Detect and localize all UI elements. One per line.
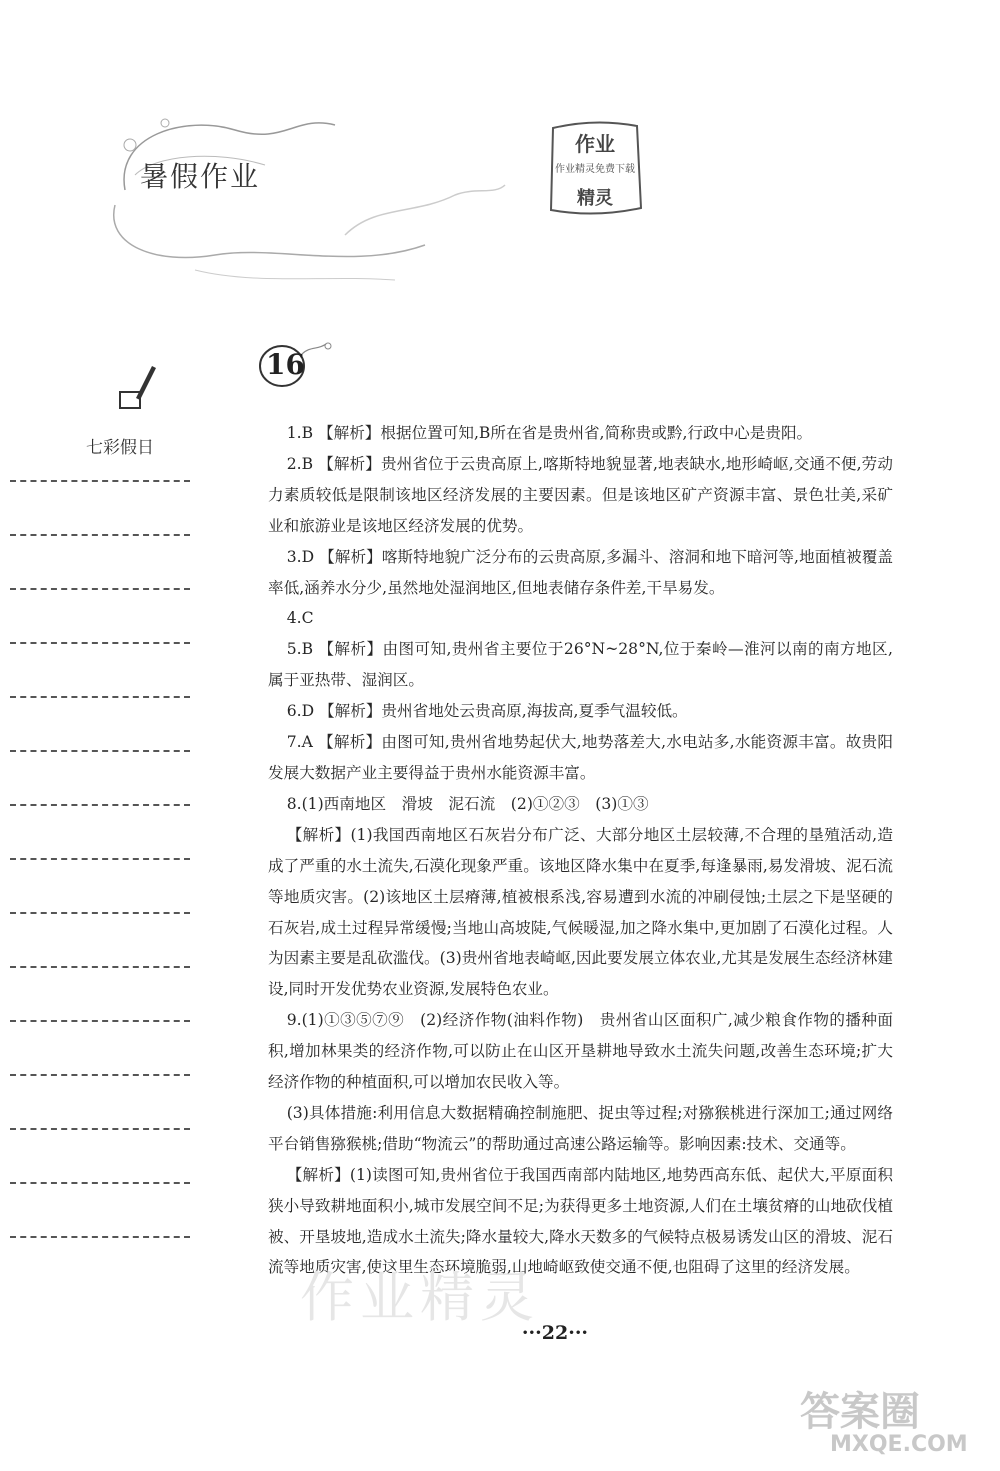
note-line <box>10 1074 190 1076</box>
note-line <box>10 1182 190 1184</box>
answer-item: 5.B 【解析】由图可知,贵州省主要位于26°N~28°N,位于秦岭—淮河以南的南方地区,属于亚热带、湿润区。 <box>268 640 893 690</box>
note-line <box>10 750 190 752</box>
answer-item: 【解析】(1)我国西南地区石灰岩分布广泛、大部分地区土层较薄,不合理的垦殖活动,造成了严重的水土流失,石漠化现象严重。该地区降水集中在夏季,每逢暴雨,易发滑坡、泥石流等地质灾害。(2)该地区土层瘠薄,植被根系浅,容易遭到水流的冲刷侵蚀;土层之下是坚硬的石灰岩,成土过程异常缓慢;当地山高坡陡,气候暖湿,加之降水集中,更加剧了石漠化过程。人为因素主要是乱砍滥伐。(3)贵州省地表崎岖,因此要发展立体农业,尤其是发展生态经济林建设,同时开发优势农业资源,发展特色农业。 <box>268 825 893 999</box>
corner-url: MXQE.COM <box>830 1432 968 1457</box>
note-line <box>10 1236 190 1238</box>
note-line <box>10 696 190 698</box>
note-line <box>10 588 190 590</box>
note-line <box>10 858 190 860</box>
answer-item: (3)具体措施:利用信息大数据精确控制施肥、捉虫等过程;对猕猴桃进行深加工;通过网络平台销售猕猴桃;借助“物流云”的帮助通过高速公路运输等。影响因素:技术、交通等。 <box>268 1103 893 1153</box>
stamp-bottom-text: 精灵 <box>577 188 613 209</box>
banner-title: 暑假作业 <box>140 160 261 193</box>
note-line <box>10 534 190 536</box>
answer-item: 9.(1)①③⑤⑦⑨ (2)经济作物(油料作物) 贵州省山区面积广,减少粮食作物的播种面积,增加林果类的经济作物,可以防止在山区开垦耕地导致水土流失问题,改善生态环境;扩大经济作物的种植面积,可以增加农民收入等。 <box>268 1011 893 1092</box>
note-lines <box>10 480 190 1290</box>
pencil-icon <box>118 362 158 414</box>
stamp-top-text: 作业 <box>575 132 615 156</box>
answer-item: 2.B 【解析】贵州省位于云贵高原上,喀斯特地貌显著,地表缺水,地形崎岖,交通不便,劳动力素质较低是限制该地区经济发展的主要因素。但是该地区矿产资源丰富、景色壮美,采矿业和旅游业是该地区经济发展的优势。 <box>268 454 893 535</box>
note-line <box>10 1020 190 1022</box>
sidebar-label: 七彩假日 <box>86 438 154 458</box>
answer-item: 7.A 【解析】由图可知,贵州省地势起伏大,地势落差大,水电站多,水能资源丰富。故贵阳发展大数据产业主要得益于贵州水能资源丰富。 <box>268 733 893 782</box>
page-number: ···22··· <box>521 1322 589 1344</box>
section-number: 16 <box>266 348 305 381</box>
corner-logo: 答案圈 <box>800 1389 920 1435</box>
stamp-middle-text: 作业精灵免费下载 <box>555 164 635 175</box>
watermark: 作业精灵 <box>300 1266 540 1329</box>
note-line <box>10 912 190 914</box>
answer-item: 【解析】(1)读图可知,贵州省位于我国西南部内陆地区,地势西高东低、起伏大,平原面积狭小导致耕地面积小,城市发展空间不足;为获得更多土地资源,人们在土壤贫瘠的山地砍伐植被、开垦坡地,造成水土流失;降水量较大,降水天数多的气候特点极易诱发山区的滑坡、泥石流等地质灾害,使这里生态环境脆弱,山地崎岖致使交通不便,也阻碍了这里的经济发展。 <box>268 1165 893 1277</box>
note-line <box>10 480 190 482</box>
note-line <box>10 966 190 968</box>
answer-item: 3.D 【解析】喀斯特地貌广泛分布的云贵高原,多漏斗、溶洞和地下暗河等,地面植被覆盖率低,涵养水分少,虽然地处湿润地区,但地表储存条件差,干旱易发。 <box>268 547 893 597</box>
note-line <box>10 804 190 806</box>
answer-content <box>268 418 893 1283</box>
answer-item: 8.(1)西南地区 滑坡 泥石流 (2)①②③ (3)①③ <box>286 794 649 813</box>
stamp-logo <box>545 118 645 218</box>
note-line <box>10 1128 190 1130</box>
answer-item: 6.D 【解析】贵州省地处云贵高原,海拔高,夏季气温较低。 <box>286 702 688 721</box>
note-line <box>10 642 190 644</box>
answer-item: 4.C <box>286 609 314 628</box>
answer-item: 1.B 【解析】根据位置可知,B所在省是贵州省,简称贵或黔,行政中心是贵阳。 <box>286 424 813 442</box>
